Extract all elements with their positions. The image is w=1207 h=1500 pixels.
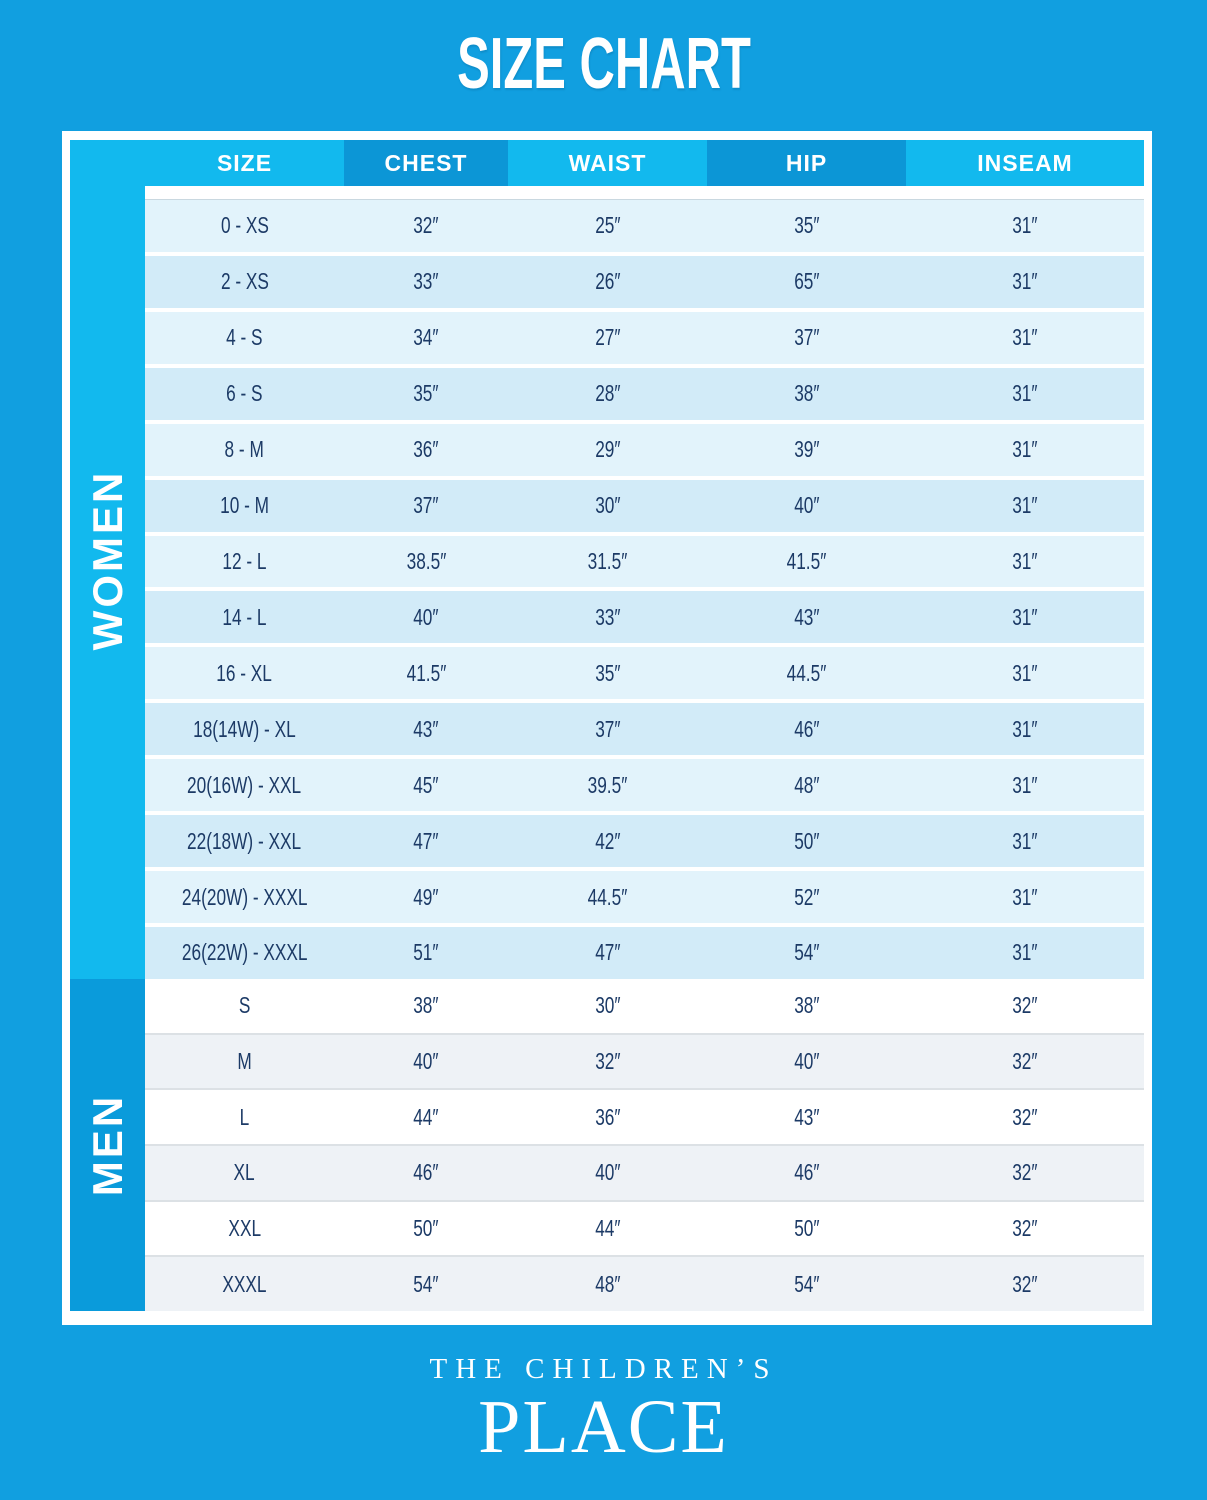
table-header-row — [145, 140, 1144, 186]
measurement-cell — [707, 979, 906, 1033]
brand-name-bottom: PLACE — [478, 1385, 729, 1469]
measurement-cell — [508, 871, 707, 923]
measurement-cell — [508, 647, 707, 699]
measurement-cell — [508, 536, 707, 588]
cell-value: 30″ — [594, 992, 621, 1019]
measurement-cell — [508, 1146, 707, 1200]
measurement-cell — [344, 256, 508, 308]
measurement-cell — [906, 703, 1144, 755]
cell-value: 31″ — [1012, 939, 1038, 966]
cell-value: 31″ — [1012, 715, 1038, 742]
cell-value: 31.5″ — [587, 547, 628, 574]
measurement-cell — [906, 759, 1144, 811]
table-row — [145, 755, 1144, 811]
header-size — [145, 140, 344, 186]
measurement-cell — [344, 703, 508, 755]
measurement-cell — [707, 256, 906, 308]
size-cell — [145, 256, 344, 308]
measurement-cell — [906, 256, 1144, 308]
men-section-band — [70, 979, 145, 1311]
cell-value: 18(14W) - XL — [193, 715, 296, 742]
measurement-cell — [906, 312, 1144, 364]
measurement-cell — [707, 1090, 906, 1144]
cell-value: XXXL — [222, 1270, 267, 1297]
size-cell — [145, 591, 344, 643]
cell-value: 31″ — [1012, 771, 1038, 798]
measurement-cell — [344, 647, 508, 699]
cell-value: 31″ — [1012, 324, 1038, 351]
cell-value: 31″ — [1012, 883, 1038, 910]
measurement-cell — [344, 927, 508, 979]
cell-value: 32″ — [1012, 1159, 1038, 1186]
cell-value: 38.5″ — [406, 547, 446, 574]
size-cell — [145, 480, 344, 532]
size-cell — [145, 368, 344, 420]
measurement-cell — [707, 1146, 906, 1200]
measurement-cell — [508, 979, 707, 1033]
cell-value: 39.5″ — [587, 771, 628, 798]
cell-value: 40″ — [413, 1048, 439, 1074]
table-row — [145, 643, 1144, 699]
cell-value: 32″ — [594, 1048, 621, 1074]
measurement-cell — [906, 591, 1144, 643]
cell-value: 35″ — [413, 380, 439, 407]
cell-value: 26″ — [594, 268, 621, 295]
cell-value: 20(16W) - XXL — [187, 771, 302, 798]
header-hip — [707, 140, 906, 186]
table-row — [145, 587, 1144, 643]
table-row — [145, 979, 1144, 1033]
size-cell — [145, 1257, 344, 1311]
cell-value: 44.5″ — [786, 659, 827, 686]
measurement-cell — [906, 1257, 1144, 1311]
table-row — [145, 1144, 1144, 1200]
cell-value: 39″ — [793, 436, 820, 463]
cell-value: XL — [233, 1159, 256, 1186]
cell-value: 50″ — [793, 827, 820, 854]
cell-value: 48″ — [594, 1270, 621, 1297]
measurement-cell — [906, 200, 1144, 252]
cell-value: 40″ — [594, 1159, 621, 1186]
cell-value: 25″ — [594, 212, 621, 239]
cell-value: 14 - L — [222, 603, 267, 630]
cell-value: 32″ — [1012, 1103, 1038, 1130]
header-inseam-label: INSEAM — [977, 149, 1073, 176]
measurement-cell — [906, 1146, 1144, 1200]
cell-value: 32″ — [413, 212, 439, 239]
cell-value: 51″ — [413, 939, 439, 966]
cell-value: 10 - M — [220, 492, 269, 519]
cell-value: 47″ — [594, 939, 621, 966]
measurement-cell — [707, 591, 906, 643]
measurement-cell — [344, 1035, 508, 1089]
cell-value: 37″ — [793, 324, 820, 351]
table-row — [145, 308, 1144, 364]
cell-value: 38″ — [793, 992, 820, 1019]
cell-value: 30″ — [594, 492, 621, 519]
measurement-cell — [707, 1202, 906, 1256]
measurement-cell — [344, 591, 508, 643]
measurement-cell — [508, 1035, 707, 1089]
measurement-cell — [906, 815, 1144, 867]
measurement-cell — [344, 1090, 508, 1144]
cell-value: 50″ — [413, 1215, 439, 1242]
cell-value: 32″ — [1012, 1215, 1038, 1242]
cell-value: 54″ — [793, 1270, 820, 1297]
measurement-cell — [344, 815, 508, 867]
table-row — [145, 1033, 1144, 1089]
measurement-cell — [707, 368, 906, 420]
header-chest-label: CHEST — [384, 149, 468, 176]
cell-value: 47″ — [413, 827, 439, 854]
cell-value: 38″ — [413, 992, 439, 1019]
cell-value: 22(18W) - XXL — [187, 827, 302, 854]
size-cell — [145, 312, 344, 364]
measurement-cell — [508, 927, 707, 979]
cell-value: 40″ — [793, 492, 820, 519]
cell-value: 33″ — [594, 603, 621, 630]
cell-value: 31″ — [1012, 827, 1038, 854]
cell-value: 41.5″ — [786, 547, 827, 574]
measurement-cell — [508, 591, 707, 643]
cell-value: 36″ — [594, 1103, 621, 1130]
cell-value: 65″ — [793, 268, 820, 295]
cell-value: 36″ — [413, 436, 439, 463]
cell-value: 31″ — [1012, 492, 1038, 519]
cell-value: 12 - L — [222, 547, 267, 574]
page-title — [0, 22, 1207, 106]
cell-value: 42″ — [594, 827, 621, 854]
women-section-band — [70, 140, 145, 979]
measurement-cell — [508, 703, 707, 755]
size-cell — [145, 536, 344, 588]
measurement-cell — [508, 480, 707, 532]
brand-name-top: THE CHILDREN’S — [429, 1353, 778, 1385]
table-row — [145, 532, 1144, 588]
cell-value: 34″ — [413, 324, 439, 351]
cell-value: 31″ — [1012, 212, 1038, 239]
table-row — [145, 699, 1144, 755]
cell-value: 37″ — [413, 492, 439, 519]
measurement-cell — [508, 368, 707, 420]
measurement-cell — [906, 368, 1144, 420]
measurement-cell — [707, 424, 906, 476]
cell-value: 28″ — [594, 380, 621, 407]
header-inseam — [906, 140, 1144, 186]
cell-value: 31″ — [1012, 603, 1038, 630]
measurement-cell — [508, 759, 707, 811]
measurement-cell — [508, 815, 707, 867]
cell-value: 48″ — [793, 771, 820, 798]
cell-value: 44.5″ — [587, 883, 628, 910]
measurement-cell — [508, 312, 707, 364]
size-cell — [145, 703, 344, 755]
measurement-cell — [906, 424, 1144, 476]
header-body-gap — [145, 186, 1144, 199]
size-cell — [145, 1090, 344, 1144]
measurement-cell — [906, 1090, 1144, 1144]
cell-value: 32″ — [1012, 1048, 1038, 1074]
table-main — [145, 140, 1144, 1311]
measurement-cell — [906, 536, 1144, 588]
cell-value: 54″ — [793, 939, 820, 966]
cell-value: 31″ — [1012, 547, 1038, 574]
measurement-cell — [707, 759, 906, 811]
cell-value: 40″ — [793, 1048, 820, 1074]
cell-value: 2 - XS — [220, 268, 269, 295]
measurement-cell — [508, 1202, 707, 1256]
measurement-cell — [344, 871, 508, 923]
cell-value: 46″ — [793, 715, 820, 742]
cell-value: 16 - XL — [216, 659, 273, 686]
cell-value: 43″ — [793, 1103, 820, 1130]
table-row — [145, 811, 1144, 867]
cell-value: 52″ — [793, 883, 820, 910]
brand-logo — [0, 1352, 1207, 1469]
size-cell — [145, 979, 344, 1033]
measurement-cell — [707, 312, 906, 364]
cell-value: 33″ — [413, 268, 439, 295]
cell-value: 24(20W) - XXXL — [181, 883, 308, 910]
measurement-cell — [707, 1257, 906, 1311]
table-row — [145, 476, 1144, 532]
measurement-cell — [508, 1090, 707, 1144]
size-cell — [145, 200, 344, 252]
measurement-cell — [707, 647, 906, 699]
section-sidebar — [70, 140, 145, 1311]
size-cell — [145, 1202, 344, 1256]
cell-value: 43″ — [413, 715, 439, 742]
measurement-cell — [344, 424, 508, 476]
measurement-cell — [344, 480, 508, 532]
size-cell — [145, 1146, 344, 1200]
size-cell — [145, 647, 344, 699]
measurement-cell — [508, 1257, 707, 1311]
cell-value: 31″ — [1012, 268, 1038, 295]
measurement-cell — [707, 703, 906, 755]
measurement-cell — [344, 312, 508, 364]
measurement-cell — [906, 480, 1144, 532]
cell-value: 32″ — [1012, 1270, 1038, 1297]
measurement-cell — [707, 480, 906, 532]
measurement-cell — [344, 368, 508, 420]
women-rows — [145, 199, 1144, 979]
cell-value: 46″ — [413, 1159, 439, 1186]
measurement-cell — [707, 927, 906, 979]
cell-value: 49″ — [413, 883, 439, 910]
measurement-cell — [344, 759, 508, 811]
size-cell — [145, 1035, 344, 1089]
measurement-cell — [707, 1035, 906, 1089]
table-row — [145, 1255, 1144, 1311]
cell-value: 50″ — [793, 1215, 820, 1242]
cell-value: 35″ — [594, 659, 621, 686]
size-cell — [145, 871, 344, 923]
measurement-cell — [344, 200, 508, 252]
cell-value: 46″ — [793, 1159, 820, 1186]
women-section-label: WOMEN — [83, 469, 131, 650]
cell-value: 8 - M — [224, 436, 265, 463]
measurement-cell — [707, 200, 906, 252]
measurement-cell — [707, 815, 906, 867]
cell-value: 27″ — [594, 324, 621, 351]
cell-value: 54″ — [413, 1270, 439, 1297]
size-cell — [145, 424, 344, 476]
cell-value: 40″ — [413, 603, 439, 630]
cell-value: 31″ — [1012, 380, 1038, 407]
measurement-cell — [344, 979, 508, 1033]
cell-value: S — [238, 992, 251, 1019]
page-title-text: SIZE CHART — [456, 24, 751, 104]
header-waist — [508, 140, 707, 186]
size-cell — [145, 927, 344, 979]
measurement-cell — [906, 647, 1144, 699]
cell-value: 44″ — [594, 1215, 621, 1242]
cell-value: 4 - S — [226, 324, 263, 351]
cell-value: L — [239, 1103, 250, 1130]
measurement-cell — [906, 1202, 1144, 1256]
cell-value: 37″ — [594, 715, 621, 742]
measurement-cell — [344, 1146, 508, 1200]
table-row — [145, 420, 1144, 476]
table-row — [145, 867, 1144, 923]
cell-value: M — [237, 1048, 252, 1074]
measurement-cell — [344, 536, 508, 588]
measurement-cell — [707, 871, 906, 923]
men-rows — [145, 979, 1144, 1311]
measurement-cell — [344, 1202, 508, 1256]
table-row — [145, 1200, 1144, 1256]
measurement-cell — [906, 979, 1144, 1033]
measurement-cell — [508, 424, 707, 476]
cell-value: 35″ — [793, 212, 820, 239]
cell-value: 44″ — [413, 1103, 439, 1130]
measurement-cell — [906, 871, 1144, 923]
size-cell — [145, 815, 344, 867]
measurement-cell — [508, 256, 707, 308]
cell-value: 29″ — [594, 436, 621, 463]
measurement-cell — [906, 927, 1144, 979]
table-row — [145, 1088, 1144, 1144]
size-cell — [145, 759, 344, 811]
header-size-label: SIZE — [216, 149, 273, 176]
cell-value: 31″ — [1012, 436, 1038, 463]
measurement-cell — [508, 200, 707, 252]
cell-value: 26(22W) - XXXL — [181, 939, 308, 966]
header-waist-label: WAIST — [568, 149, 647, 176]
cell-value: 43″ — [793, 603, 820, 630]
cell-value: 45″ — [413, 771, 439, 798]
cell-value: 6 - S — [226, 380, 263, 407]
cell-value: XXL — [228, 1215, 261, 1242]
header-hip-label: HIP — [785, 149, 828, 176]
cell-value: 41.5″ — [406, 659, 446, 686]
table-row — [145, 252, 1144, 308]
cell-value: 32″ — [1012, 992, 1038, 1019]
measurement-cell — [707, 536, 906, 588]
men-section-label: MEN — [83, 1093, 131, 1197]
table-row — [145, 199, 1144, 252]
measurement-cell — [906, 1035, 1144, 1089]
cell-value: 38″ — [793, 380, 820, 407]
header-chest — [344, 140, 508, 186]
size-chart-table — [62, 131, 1152, 1325]
cell-value: 31″ — [1012, 659, 1038, 686]
table-row — [145, 923, 1144, 979]
table-row — [145, 364, 1144, 420]
measurement-cell — [344, 1257, 508, 1311]
cell-value: 0 - XS — [220, 212, 269, 239]
